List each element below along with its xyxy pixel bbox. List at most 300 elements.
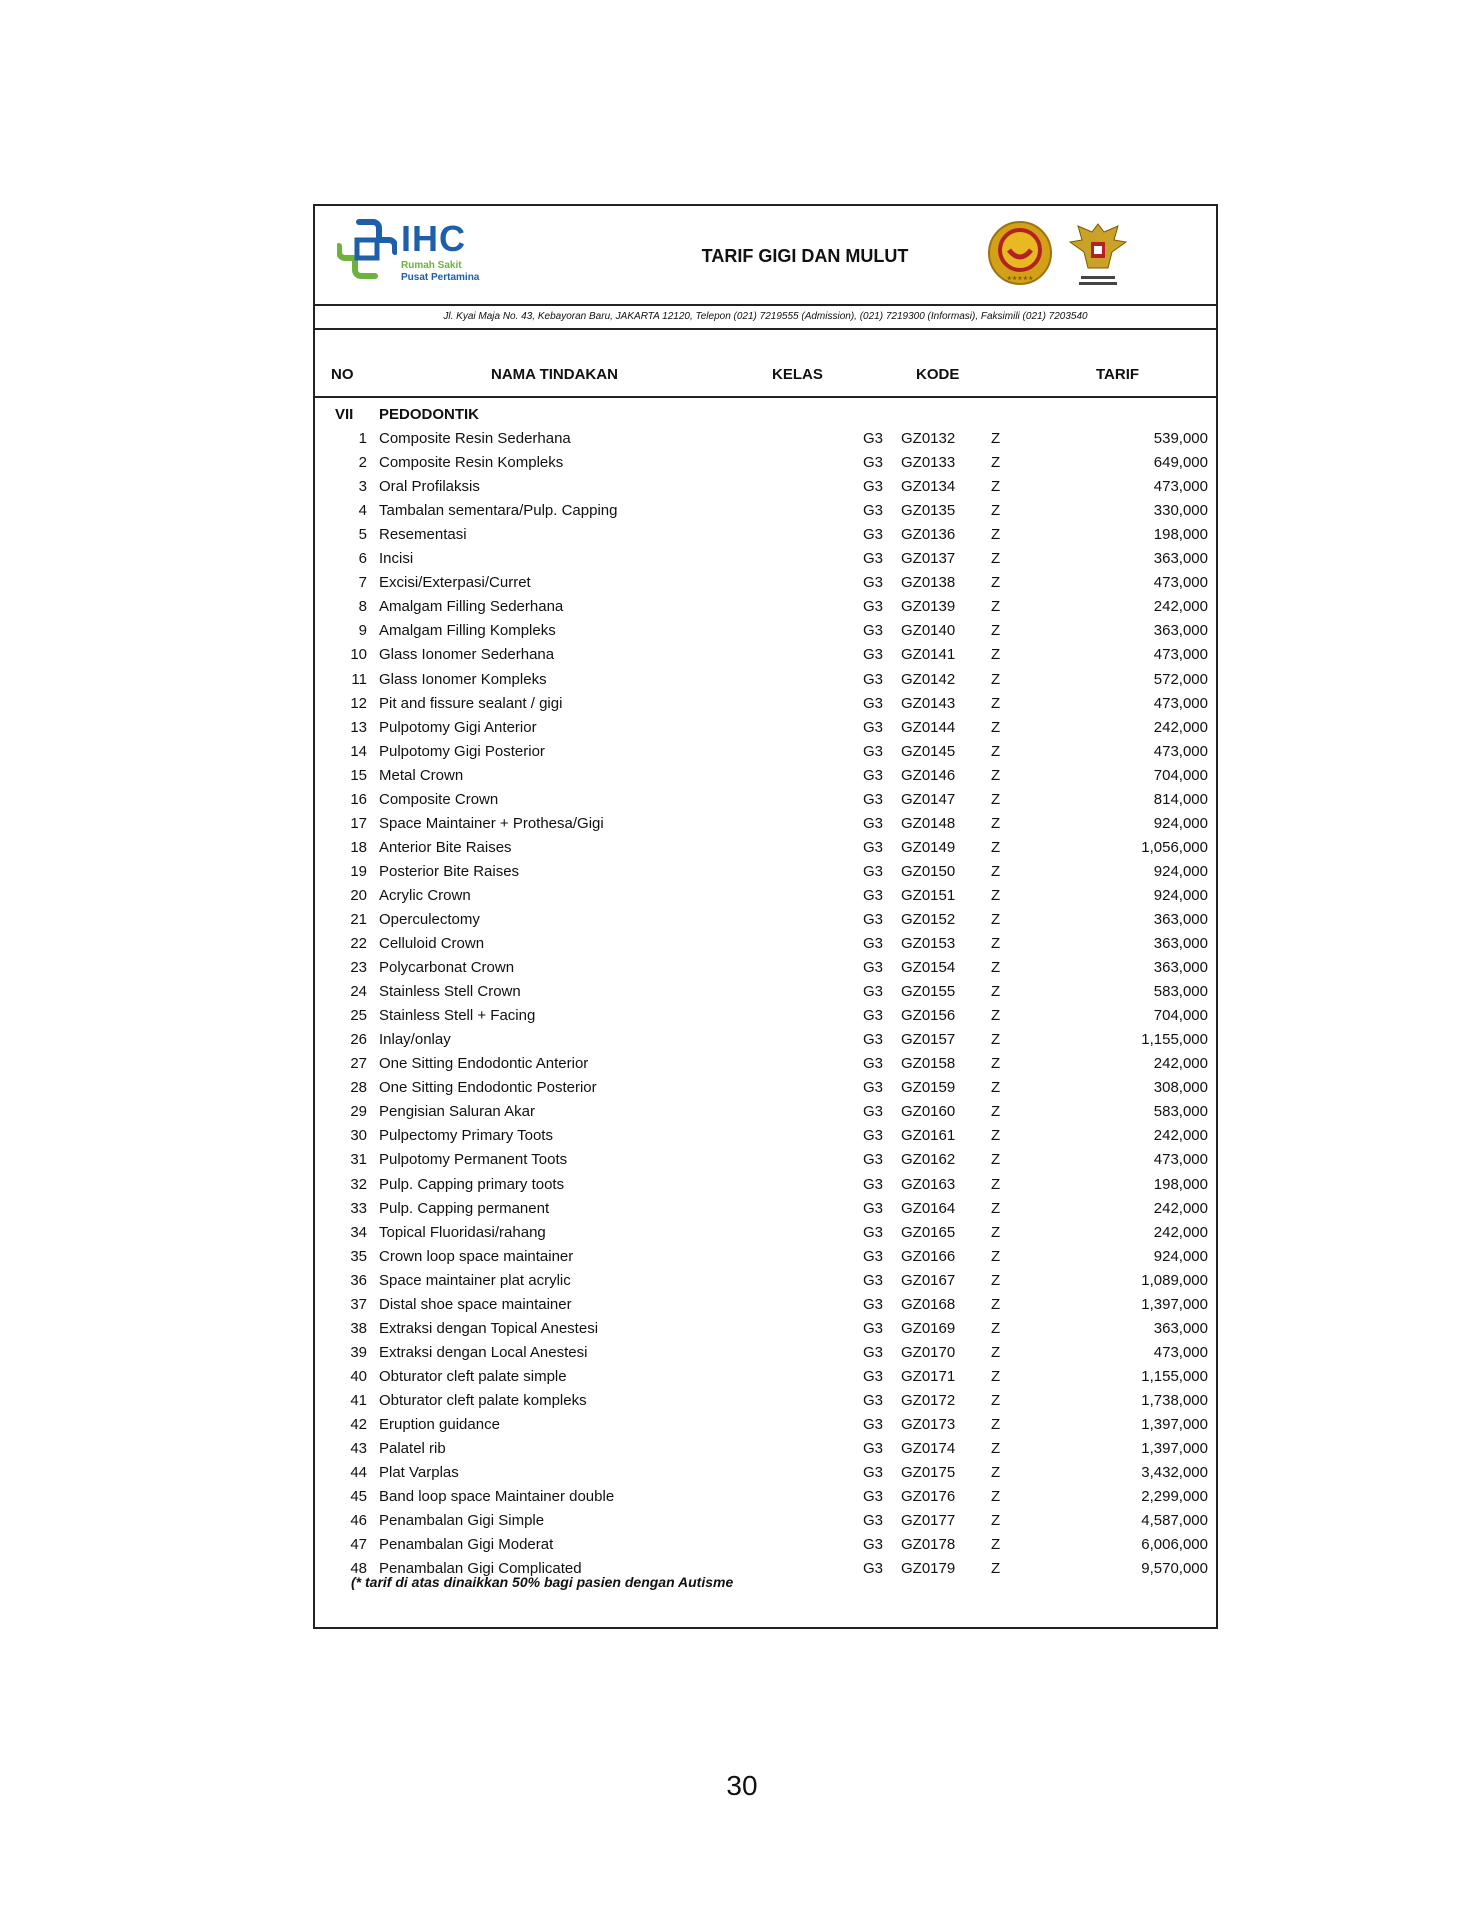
z-flag: Z — [991, 718, 1001, 736]
procedure-name: Resementasi — [379, 526, 467, 544]
logo-sub2: Pusat Pertamina — [401, 272, 480, 283]
row-number: 18 — [350, 838, 367, 856]
row-number: 24 — [350, 983, 367, 1001]
row-number: 30 — [350, 1127, 367, 1145]
column-header-no: NO — [331, 366, 354, 383]
z-flag: Z — [991, 814, 1001, 832]
z-flag: Z — [991, 910, 1001, 928]
procedure-name: Crown loop space maintainer — [379, 1247, 574, 1265]
z-flag: Z — [991, 1199, 1001, 1217]
procedure-code: GZ0161 — [901, 1127, 956, 1145]
table-row — [315, 1509, 1216, 1533]
row-number: 17 — [350, 814, 367, 832]
table-row — [315, 788, 1216, 812]
class-code: G3 — [863, 550, 884, 568]
table-row — [315, 716, 1216, 740]
procedure-code: GZ0159 — [901, 1079, 956, 1097]
class-code: G3 — [863, 935, 884, 953]
procedure-code: GZ0155 — [901, 983, 956, 1001]
procedure-code: GZ0176 — [901, 1488, 956, 1506]
z-flag: Z — [991, 983, 1001, 1001]
procedure-name: Pulp. Capping permanent — [379, 1199, 550, 1217]
tariff-amount: 363,000 — [1153, 910, 1208, 928]
class-code: G3 — [863, 1464, 884, 1482]
z-flag: Z — [991, 454, 1001, 472]
row-number: 16 — [350, 790, 367, 808]
procedure-name: Pengisian Saluran Akar — [379, 1103, 535, 1121]
z-flag: Z — [991, 1007, 1001, 1025]
logo-sub1: Rumah Sakit — [401, 260, 462, 271]
procedure-code: GZ0165 — [901, 1223, 956, 1241]
tariff-amount: 473,000 — [1153, 694, 1208, 712]
procedure-code: GZ0135 — [901, 502, 956, 520]
procedure-name: Distal shoe space maintainer — [379, 1295, 572, 1313]
row-number: 6 — [358, 550, 367, 568]
z-flag: Z — [991, 790, 1001, 808]
z-flag: Z — [991, 1319, 1001, 1337]
procedure-name: Amalgam Filling Kompleks — [379, 622, 556, 640]
procedure-code: GZ0134 — [901, 478, 956, 496]
procedure-name: One Sitting Endodontic Anterior — [379, 1055, 589, 1073]
class-code: G3 — [863, 1271, 884, 1289]
z-flag: Z — [991, 1295, 1001, 1313]
table-row — [315, 523, 1216, 547]
row-number: 26 — [350, 1031, 367, 1049]
table-row — [315, 1317, 1216, 1341]
procedure-name: Pit and fissure sealant / gigi — [379, 694, 563, 712]
table-row — [315, 643, 1216, 667]
tariff-amount: 242,000 — [1153, 1199, 1208, 1217]
page-number: 30 — [726, 1770, 758, 1801]
table-row — [315, 451, 1216, 475]
z-flag: Z — [991, 1536, 1001, 1554]
column-header-kelas: KELAS — [772, 366, 823, 383]
tariff-amount: 704,000 — [1153, 766, 1208, 784]
table-row — [315, 499, 1216, 523]
row-number: 9 — [358, 622, 367, 640]
tariff-amount: 1,397,000 — [1141, 1440, 1208, 1458]
z-flag: Z — [991, 862, 1001, 880]
row-number: 8 — [358, 598, 367, 616]
z-flag: Z — [991, 502, 1001, 520]
procedure-name: Obturator cleft palate kompleks — [379, 1391, 587, 1409]
table-row — [315, 956, 1216, 980]
class-code: G3 — [863, 1391, 884, 1409]
procedure-code: GZ0178 — [901, 1536, 956, 1554]
class-code: G3 — [863, 862, 884, 880]
procedure-code: GZ0132 — [901, 430, 956, 448]
table-row — [315, 980, 1216, 1004]
tariff-amount: 924,000 — [1153, 886, 1208, 904]
procedure-code: GZ0163 — [901, 1175, 956, 1193]
class-code: G3 — [863, 959, 884, 977]
procedure-code: GZ0139 — [901, 598, 956, 616]
procedure-code: GZ0156 — [901, 1007, 956, 1025]
procedure-code: GZ0174 — [901, 1440, 956, 1458]
class-code: G3 — [863, 886, 884, 904]
z-flag: Z — [991, 574, 1001, 592]
row-number: 32 — [350, 1175, 367, 1193]
procedure-name: Pulpotomy Permanent Toots — [379, 1151, 568, 1169]
table-row — [315, 1485, 1216, 1509]
class-code: G3 — [863, 1031, 884, 1049]
table-row — [315, 692, 1216, 716]
z-flag: Z — [991, 1512, 1001, 1530]
procedure-code: GZ0143 — [901, 694, 956, 712]
tariff-amount: 1,089,000 — [1141, 1271, 1208, 1289]
procedure-name: Acrylic Crown — [379, 886, 471, 904]
procedure-name: Plat Varplas — [379, 1464, 459, 1482]
procedure-name: Oral Profilaksis — [379, 478, 480, 496]
table-row — [315, 1004, 1216, 1028]
column-header-nama: NAMA TINDAKAN — [491, 366, 618, 383]
svg-text:★★★★★: ★★★★★ — [1006, 275, 1034, 282]
procedure-name: Pulpotomy Gigi Anterior — [379, 718, 537, 736]
procedure-name: Glass Ionomer Kompleks — [379, 670, 547, 688]
class-code: G3 — [863, 814, 884, 832]
procedure-name: Incisi — [379, 550, 414, 568]
procedure-code: GZ0173 — [901, 1415, 956, 1433]
procedure-name: Posterior Bite Raises — [379, 862, 520, 880]
table-row — [315, 1052, 1216, 1076]
procedure-name: Amalgam Filling Sederhana — [379, 598, 564, 616]
row-number: 12 — [350, 694, 367, 712]
table-row — [315, 668, 1216, 692]
tariff-amount: 242,000 — [1153, 1055, 1208, 1073]
table-row — [315, 595, 1216, 619]
procedure-code: GZ0164 — [901, 1199, 956, 1217]
procedure-code: GZ0136 — [901, 526, 956, 544]
procedure-code: GZ0153 — [901, 935, 956, 953]
tariff-document — [313, 204, 1218, 1629]
row-number: 5 — [358, 526, 367, 544]
procedure-name: Stainless Stell + Facing — [379, 1007, 536, 1025]
procedure-name: Metal Crown — [379, 766, 464, 784]
z-flag: Z — [991, 1151, 1001, 1169]
procedure-code: GZ0158 — [901, 1055, 956, 1073]
procedure-name: Glass Ionomer Sederhana — [379, 646, 555, 664]
table-row — [315, 764, 1216, 788]
row-number: 20 — [350, 886, 367, 904]
z-flag: Z — [991, 1175, 1001, 1193]
table-row — [315, 1413, 1216, 1437]
procedure-code: GZ0149 — [901, 838, 956, 856]
class-code: G3 — [863, 1295, 884, 1313]
procedure-name: Pulp. Capping primary toots — [379, 1175, 565, 1193]
row-number: 43 — [350, 1440, 367, 1458]
z-flag: Z — [991, 694, 1001, 712]
z-flag: Z — [991, 1391, 1001, 1409]
tariff-amount: 2,299,000 — [1141, 1488, 1208, 1506]
tariff-amount: 242,000 — [1153, 718, 1208, 736]
class-code: G3 — [863, 1319, 884, 1337]
table-row — [315, 1124, 1216, 1148]
class-code: G3 — [863, 622, 884, 640]
z-flag: Z — [991, 646, 1001, 664]
class-code: G3 — [863, 1103, 884, 1121]
procedure-code: GZ0145 — [901, 742, 956, 760]
procedure-code: GZ0157 — [901, 1031, 956, 1049]
class-code: G3 — [863, 742, 884, 760]
procedure-code: GZ0146 — [901, 766, 956, 784]
procedure-name: Space Maintainer + Prothesa/Gigi — [379, 814, 604, 832]
z-flag: Z — [991, 430, 1001, 448]
procedure-name: Excisi/Exterpasi/Curret — [379, 574, 531, 592]
class-code: G3 — [863, 1151, 884, 1169]
column-header-tarif: TARIF — [1096, 366, 1140, 383]
row-number: 15 — [350, 766, 367, 784]
tariff-amount: 363,000 — [1153, 935, 1208, 953]
z-flag: Z — [991, 1031, 1001, 1049]
z-flag: Z — [991, 1464, 1001, 1482]
table-row — [315, 1461, 1216, 1485]
table-row — [315, 475, 1216, 499]
table-row — [315, 1245, 1216, 1269]
procedure-name: Stainless Stell Crown — [379, 983, 521, 1001]
row-number: 1 — [358, 430, 367, 448]
table-row — [315, 1148, 1216, 1172]
procedure-code: GZ0170 — [901, 1343, 956, 1361]
footnote: (* tarif di atas dinaikkan 50% bagi pasien dengan Autisme — [351, 1574, 734, 1590]
class-code: G3 — [863, 430, 884, 448]
table-row — [315, 1221, 1216, 1245]
procedure-code: GZ0144 — [901, 718, 956, 736]
tariff-amount: 198,000 — [1153, 526, 1208, 544]
procedure-code: GZ0133 — [901, 454, 956, 472]
z-flag: Z — [991, 1103, 1001, 1121]
procedure-code: GZ0141 — [901, 646, 956, 664]
tariff-amount: 814,000 — [1153, 790, 1208, 808]
row-number: 39 — [350, 1343, 367, 1361]
procedure-name: Composite Resin Kompleks — [379, 454, 564, 472]
procedure-code: GZ0142 — [901, 670, 956, 688]
procedure-name: Obturator cleft palate simple — [379, 1367, 567, 1385]
procedure-name: Extraksi dengan Local Anestesi — [379, 1343, 588, 1361]
class-code: G3 — [863, 1199, 884, 1217]
class-code: G3 — [863, 910, 884, 928]
z-flag: Z — [991, 1343, 1001, 1361]
procedure-name: Anterior Bite Raises — [379, 838, 512, 856]
row-number: 7 — [358, 574, 367, 592]
table-row — [315, 908, 1216, 932]
row-number: 31 — [350, 1151, 367, 1169]
tariff-amount: 6,006,000 — [1141, 1536, 1208, 1554]
row-number: 37 — [350, 1295, 367, 1313]
table-row — [315, 1076, 1216, 1100]
procedure-code: GZ0168 — [901, 1295, 956, 1313]
tariff-amount: 363,000 — [1153, 622, 1208, 640]
tariff-amount: 473,000 — [1153, 742, 1208, 760]
table-row — [315, 1269, 1216, 1293]
row-number: 27 — [350, 1055, 367, 1073]
procedure-code: GZ0162 — [901, 1151, 956, 1169]
tariff-amount: 924,000 — [1153, 814, 1208, 832]
accreditation-seal-icon — [987, 220, 1053, 286]
class-code: G3 — [863, 1055, 884, 1073]
section-number: VII — [335, 406, 354, 423]
z-flag: Z — [991, 1367, 1001, 1385]
z-flag: Z — [991, 670, 1001, 688]
tariff-amount: 4,587,000 — [1141, 1512, 1208, 1530]
tariff-amount: 704,000 — [1153, 1007, 1208, 1025]
tariff-amount: 1,397,000 — [1141, 1295, 1208, 1313]
procedure-name: Space maintainer plat acrylic — [379, 1271, 571, 1289]
class-code: G3 — [863, 766, 884, 784]
z-flag: Z — [991, 550, 1001, 568]
row-number: 29 — [350, 1103, 367, 1121]
table-row — [315, 1028, 1216, 1052]
procedure-name: Band loop space Maintainer double — [379, 1488, 615, 1506]
procedure-name: Composite Crown — [379, 790, 499, 808]
procedure-code: GZ0147 — [901, 790, 956, 808]
procedure-name: Pulpectomy Primary Toots — [379, 1127, 553, 1145]
row-number: 28 — [350, 1079, 367, 1097]
class-code: G3 — [863, 1488, 884, 1506]
row-number: 48 — [350, 1560, 367, 1578]
z-flag: Z — [991, 1079, 1001, 1097]
tariff-amount: 363,000 — [1153, 550, 1208, 568]
table-row — [315, 619, 1216, 643]
procedure-code: GZ0137 — [901, 550, 956, 568]
tariff-amount: 1,738,000 — [1141, 1391, 1208, 1409]
table-row — [315, 836, 1216, 860]
procedure-name: Polycarbonat Crown — [379, 959, 515, 977]
table-row — [315, 740, 1216, 764]
z-flag: Z — [991, 838, 1001, 856]
z-flag: Z — [991, 1440, 1001, 1458]
procedure-name: Eruption guidance — [379, 1415, 500, 1433]
procedure-code: GZ0154 — [901, 959, 956, 977]
class-code: G3 — [863, 478, 884, 496]
z-flag: Z — [991, 935, 1001, 953]
procedure-name: Extraksi dengan Topical Anestesi — [379, 1319, 599, 1337]
z-flag: Z — [991, 742, 1001, 760]
tariff-amount: 539,000 — [1153, 430, 1208, 448]
tariff-amount: 9,570,000 — [1141, 1560, 1208, 1578]
row-number: 2 — [358, 454, 367, 472]
procedure-name: Pulpotomy Gigi Posterior — [379, 742, 545, 760]
tariff-amount: 1,155,000 — [1141, 1367, 1208, 1385]
procedure-name: Penambalan Gigi Simple — [379, 1512, 545, 1530]
table-row — [315, 1365, 1216, 1389]
row-number: 14 — [350, 742, 367, 760]
z-flag: Z — [991, 1247, 1001, 1265]
z-flag: Z — [991, 1127, 1001, 1145]
tariff-amount: 924,000 — [1153, 862, 1208, 880]
tariff-amount: 242,000 — [1153, 1127, 1208, 1145]
logo-name: IHC — [401, 218, 466, 259]
row-number: 3 — [358, 478, 367, 496]
cross-logo-icon — [337, 218, 397, 280]
class-code: G3 — [863, 838, 884, 856]
column-header-kode: KODE — [916, 366, 960, 383]
z-flag: Z — [991, 959, 1001, 977]
procedure-name: Palatel rib — [379, 1440, 446, 1458]
class-code: G3 — [863, 694, 884, 712]
tariff-table — [315, 403, 1216, 1581]
row-number: 42 — [350, 1415, 367, 1433]
z-flag: Z — [991, 886, 1001, 904]
row-number: 13 — [350, 718, 367, 736]
procedure-name: Inlay/onlay — [379, 1031, 451, 1049]
document-title: TARIF GIGI DAN MULUT — [701, 246, 909, 266]
table-row — [315, 1533, 1216, 1557]
class-code: G3 — [863, 598, 884, 616]
class-code: G3 — [863, 1175, 884, 1193]
procedure-name: Topical Fluoridasi/rahang — [379, 1223, 546, 1241]
procedure-code: GZ0166 — [901, 1247, 956, 1265]
table-row — [315, 1293, 1216, 1317]
hospital-address: Jl. Kyai Maja No. 43, Kebayoran Baru, JAKARTA 12120, Telepon (021) 7219555 (Admission), (021) 7219300 (Informasi), Faksimili (021) 7203540 — [315, 306, 1216, 330]
tariff-amount: 649,000 — [1153, 454, 1208, 472]
table-row — [315, 884, 1216, 908]
z-flag: Z — [991, 598, 1001, 616]
class-code: G3 — [863, 670, 884, 688]
table-row — [315, 1197, 1216, 1221]
procedure-name: Penambalan Gigi Moderat — [379, 1536, 554, 1554]
tariff-amount: 572,000 — [1153, 670, 1208, 688]
z-flag: Z — [991, 766, 1001, 784]
section-name: PEDODONTIK — [379, 406, 480, 423]
z-flag: Z — [991, 1055, 1001, 1073]
z-flag: Z — [991, 1415, 1001, 1433]
procedure-code: GZ0167 — [901, 1271, 956, 1289]
row-number: 44 — [350, 1464, 367, 1482]
tariff-amount: 924,000 — [1153, 1247, 1208, 1265]
tariff-amount: 473,000 — [1153, 478, 1208, 496]
class-code: G3 — [863, 454, 884, 472]
tariff-amount: 473,000 — [1153, 646, 1208, 664]
class-code: G3 — [863, 718, 884, 736]
table-row — [315, 547, 1216, 571]
procedure-code: GZ0138 — [901, 574, 956, 592]
class-code: G3 — [863, 1367, 884, 1385]
tariff-amount: 1,056,000 — [1141, 838, 1208, 856]
class-code: G3 — [863, 502, 884, 520]
tariff-amount: 583,000 — [1153, 983, 1208, 1001]
z-flag: Z — [991, 1223, 1001, 1241]
tariff-amount: 198,000 — [1153, 1175, 1208, 1193]
row-number: 4 — [358, 502, 367, 520]
row-number: 21 — [350, 910, 367, 928]
class-code: G3 — [863, 646, 884, 664]
section-row — [315, 403, 1216, 427]
table-row — [315, 571, 1216, 595]
procedure-code: GZ0179 — [901, 1560, 956, 1578]
procedure-code: GZ0169 — [901, 1319, 956, 1337]
z-flag: Z — [991, 1488, 1001, 1506]
table-row — [315, 1389, 1216, 1413]
tariff-amount: 330,000 — [1153, 502, 1208, 520]
tariff-amount: 473,000 — [1153, 1151, 1208, 1169]
tariff-amount: 363,000 — [1153, 1319, 1208, 1337]
z-flag: Z — [991, 1560, 1001, 1578]
tariff-amount: 473,000 — [1153, 1343, 1208, 1361]
row-number: 45 — [350, 1488, 367, 1506]
procedure-code: GZ0140 — [901, 622, 956, 640]
row-number: 46 — [350, 1512, 367, 1530]
row-number: 23 — [350, 959, 367, 977]
procedure-name: Penambalan Gigi Complicated — [379, 1560, 582, 1578]
tariff-amount: 3,432,000 — [1141, 1464, 1208, 1482]
z-flag: Z — [991, 1271, 1001, 1289]
row-number: 22 — [350, 935, 367, 953]
class-code: G3 — [863, 1343, 884, 1361]
document-header — [315, 206, 1216, 306]
class-code: G3 — [863, 574, 884, 592]
table-row — [315, 1437, 1216, 1461]
class-code: G3 — [863, 1079, 884, 1097]
